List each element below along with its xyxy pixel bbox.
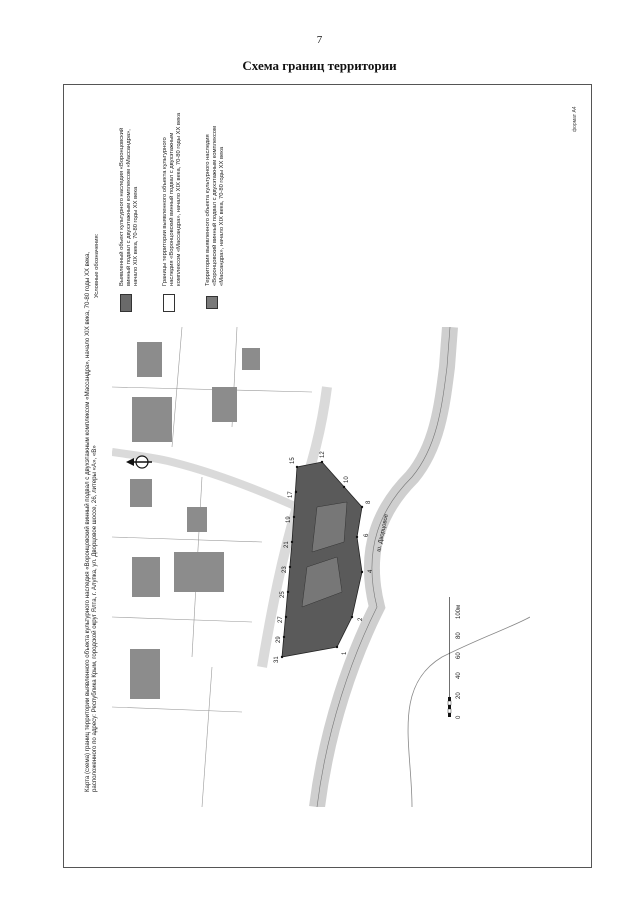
rotated-map-sheet: [64, 85, 591, 867]
legend-title: Условные обозначения:: [94, 233, 100, 298]
street-label: ш. Дворцовое: [376, 513, 390, 553]
terrain-contour: [408, 617, 530, 807]
legend-item-text: Выявленный объект культурного наследия «Воронцовский винный подвал с двухэтажным комплексом «Массандра», начало XIX века, 70-80 годы XX века: [119, 127, 139, 286]
building: [187, 507, 207, 532]
north-arrow-icon: [124, 452, 154, 472]
map-sheet-frame: [63, 84, 592, 868]
point-label: 27: [278, 616, 284, 623]
point-label: 1: [342, 651, 348, 655]
legend-item-boundary: [162, 112, 183, 312]
page-number: 7: [316, 34, 323, 46]
legend-swatch-mid: [206, 296, 218, 309]
point-label: 12: [320, 451, 326, 458]
building: [212, 387, 237, 422]
point-label: 31: [274, 656, 280, 663]
point-label: 6: [364, 533, 370, 537]
point-label: 15: [290, 457, 296, 464]
point-label: 19: [286, 516, 292, 523]
point-label: 8: [366, 500, 372, 504]
point-label: 17: [288, 491, 294, 498]
building: [130, 479, 152, 507]
scale-tick-label: 0: [456, 715, 462, 719]
building: [174, 552, 224, 592]
map-legend: [94, 112, 248, 312]
territory-polygon: [282, 462, 362, 657]
legend-item-text: Границы территории выявленного объекта культурного наследия «Воронцовский винный подвал с двухэтажным комплексом «Массандра», начало XIX века, 70-80 годы XX века: [162, 112, 182, 286]
point-label: 4: [368, 569, 374, 573]
map-drawing: [112, 327, 530, 807]
map-area: [112, 327, 530, 807]
building: [132, 557, 160, 597]
scale-tick-label: 20: [456, 692, 462, 699]
legend-swatch-dark: [120, 294, 132, 312]
building: [242, 348, 260, 370]
page-title: Схема границ территории: [242, 58, 397, 73]
scale-tick-label: 60: [456, 652, 462, 659]
building: [130, 649, 160, 699]
legend-swatch-white: [163, 294, 175, 312]
legend-item-text: Территория выявленного объекта культурного наследия «Воронцовский винный подвал с двухэтажным комплексом «Массандра», начало XIX века, 70-80 годы XX века: [205, 125, 225, 286]
building: [132, 397, 172, 442]
point-label: 2: [358, 617, 364, 621]
scale-tick-label: 40: [456, 672, 462, 679]
point-label: 23: [282, 566, 288, 573]
point-label: 25: [280, 591, 286, 598]
format-stamp: формат А4: [572, 106, 578, 132]
map-caption: Карта (схема) границ территории выявленного объекта культурного наследия «Воронцовский винный подвал с двухэтажным комплексом «Массандра», начало XIX века, 70-80 годы XX века, расположенного по адресу: Республика Крым, городской округ Ялта, г. Алупка, ул. Дворцовое шоссе, 26, литеры «А», «В»: [84, 251, 99, 792]
scale-tick-label: 100м: [456, 604, 462, 619]
scale-tick-label: 80: [456, 632, 462, 639]
point-label: 29: [276, 636, 282, 643]
legend-item-territory: [205, 112, 226, 312]
point-label: 21: [284, 541, 290, 548]
point-label: 10: [344, 476, 350, 483]
building: [137, 342, 162, 377]
legend-item-heritage-object: [119, 112, 140, 312]
scale-bar: [444, 592, 464, 722]
